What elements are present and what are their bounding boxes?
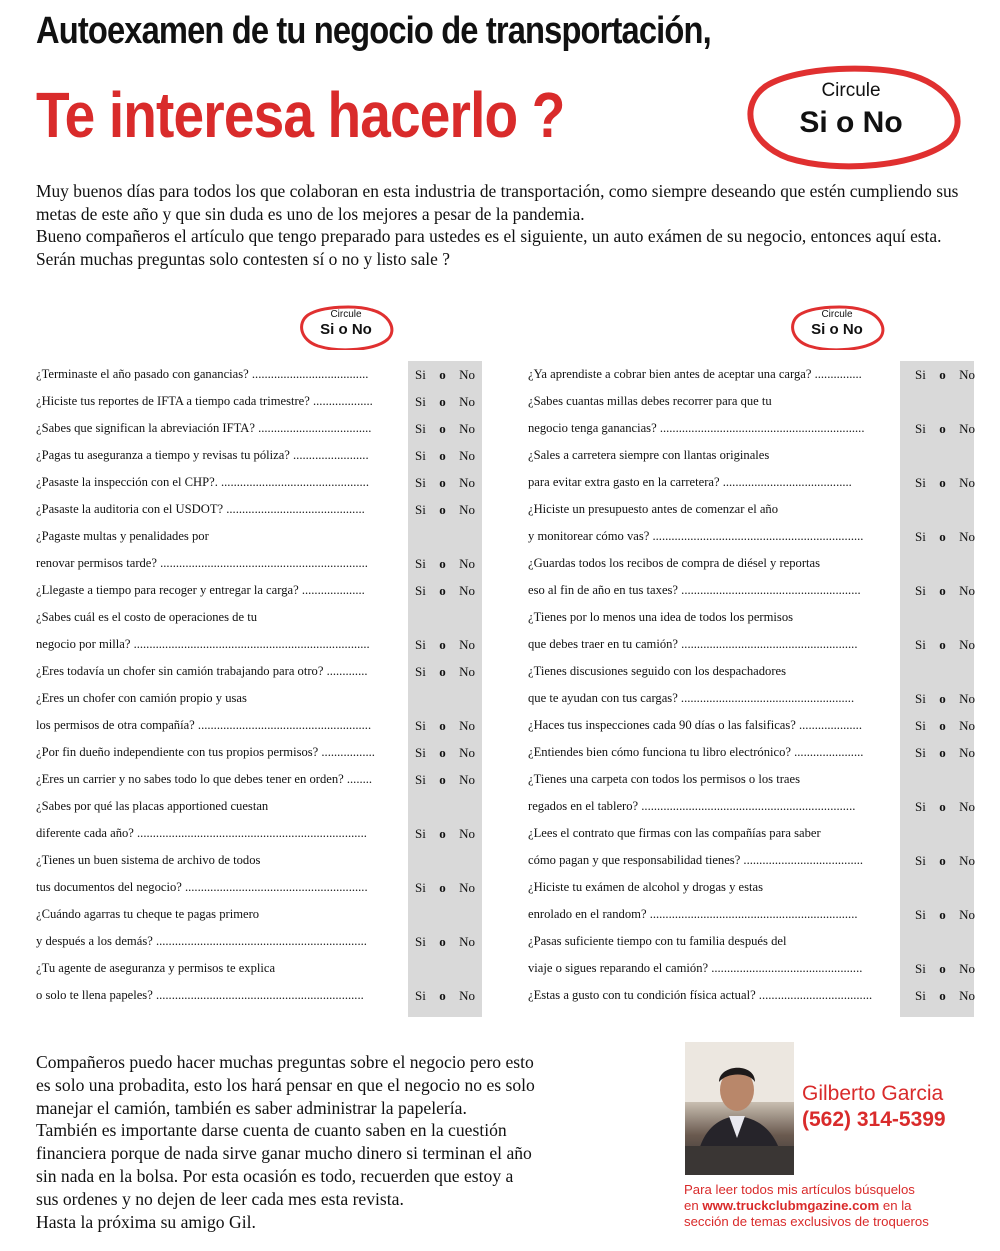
question-row: [36, 415, 482, 442]
answer-si[interactable]: Si: [415, 394, 426, 409]
closing-line: Hasta la próxima su amigo Gil.: [36, 1211, 256, 1232]
answer-o: o: [939, 853, 946, 868]
question-text: viaje o sigues reparando el camión? ................................................: [528, 961, 863, 975]
answer-no[interactable]: No: [959, 988, 975, 1003]
answer-o: o: [439, 502, 446, 517]
answer-no[interactable]: No: [959, 367, 975, 382]
answer-no[interactable]: No: [959, 961, 975, 976]
answer-o: o: [939, 718, 946, 733]
answer-no[interactable]: No: [459, 934, 475, 949]
question-row: [36, 658, 482, 685]
question-row: [528, 658, 974, 685]
question-row: [528, 361, 974, 388]
question-row: [528, 388, 974, 415]
question-row: [528, 847, 974, 874]
question-row: [36, 631, 482, 658]
footnote: [684, 1182, 984, 1230]
answer-si[interactable]: Si: [415, 475, 426, 490]
answer-si[interactable]: Si: [415, 502, 426, 517]
question-row: [36, 442, 482, 469]
author-photo: [685, 1042, 794, 1175]
answer-options: [915, 718, 975, 734]
question-row: [36, 604, 482, 631]
question-text: ¿Hiciste tu exámen de alcohol y drogas y estas: [528, 880, 764, 894]
answer-options: [915, 799, 975, 815]
question-row: [528, 739, 974, 766]
answer-si[interactable]: Si: [415, 988, 426, 1003]
closing-line: sus ordenes y no dejen de leer cada mes esta revista.: [36, 1188, 404, 1209]
badge-title: Circule: [821, 80, 881, 101]
question-text: que te ayudan con tus cargas? .......................................................: [528, 691, 855, 705]
answer-options: [915, 988, 975, 1004]
answer-o: o: [439, 880, 446, 895]
question-text: negocio por milla? ...........................................................................: [36, 637, 370, 651]
question-text: enrolado en el random? ..................................................................: [528, 907, 858, 921]
answer-no[interactable]: No: [959, 799, 975, 814]
footnote-line: [684, 1198, 984, 1214]
answer-si[interactable]: Si: [915, 718, 926, 733]
question-row: [528, 955, 974, 982]
answer-si[interactable]: Si: [415, 583, 426, 598]
answer-options: [415, 772, 475, 788]
question-row: [528, 874, 974, 901]
question-row: [528, 604, 974, 631]
question-text: ¿Pagas tu aseguranza a tiempo y revisas tu póliza? ........................: [36, 448, 369, 462]
answer-si[interactable]: Si: [415, 367, 426, 382]
answer-no[interactable]: No: [459, 880, 475, 895]
question-row: [36, 550, 482, 577]
answer-si[interactable]: Si: [415, 448, 426, 463]
answer-options: [415, 664, 475, 680]
answer-si[interactable]: Si: [915, 853, 926, 868]
question-text: ¿Eres un carrier y no sabes todo lo que debes tener en orden? ........: [36, 772, 373, 786]
question-row: [528, 766, 974, 793]
question-row: [36, 685, 482, 712]
answer-no[interactable]: No: [459, 718, 475, 733]
answer-options: [415, 448, 475, 464]
answer-options: [415, 583, 475, 599]
answer-options: [915, 691, 975, 707]
intro-text: [36, 180, 971, 270]
answer-no[interactable]: No: [959, 475, 975, 490]
question-row: [528, 793, 974, 820]
answer-options: [915, 907, 975, 923]
circle-badge: [738, 62, 964, 170]
question-text: ¿Pagaste multas y penalidades por: [36, 529, 209, 543]
question-row: [36, 388, 482, 415]
question-row: [36, 955, 482, 982]
answer-options: [915, 637, 975, 653]
answer-options: [415, 988, 475, 1004]
answer-si[interactable]: Si: [415, 880, 426, 895]
question-text: ¿Pasas suficiente tiempo con tu familia después del: [528, 934, 787, 948]
question-text: negocio tenga ganancias? .................................................................: [528, 421, 865, 435]
question-text: ¿Sabes por qué las placas apportioned cuestan: [36, 799, 269, 813]
answer-si[interactable]: Si: [415, 421, 426, 436]
questions-left-column: [36, 361, 482, 1017]
question-text: para evitar extra gasto en la carretera? .........................................: [528, 475, 852, 489]
answer-si[interactable]: Si: [915, 475, 926, 490]
badge-options: Si o No: [811, 321, 863, 338]
question-row: [528, 550, 974, 577]
answer-o: o: [939, 421, 946, 436]
badge-options: Si o No: [320, 321, 372, 338]
answer-si[interactable]: Si: [915, 529, 926, 544]
closing-line: También es importante darse cuenta de cuanto saben en la cuestión: [36, 1120, 507, 1141]
answer-si[interactable]: Si: [915, 583, 926, 598]
question-row: [528, 982, 974, 1009]
answer-si[interactable]: Si: [915, 691, 926, 706]
question-text: tus documentos del negocio? ..........................................................: [36, 880, 368, 894]
author-name: Gilberto Garcia: [802, 1082, 944, 1105]
closing-line: es solo una probadita, esto los hará pensar en que el negocio no es solo: [36, 1074, 535, 1095]
closing-line: sin nada en la bolsa. Por esta ocasión es todo, recuerden que estoy a: [36, 1165, 514, 1186]
answer-options: [415, 880, 475, 896]
question-text: ¿Pasaste la inspección con el CHP?. ...............................................: [36, 475, 369, 489]
website-link[interactable]: www.truckclubmgazine.com: [702, 1198, 880, 1213]
answer-options: [915, 529, 975, 545]
answer-o: o: [939, 961, 946, 976]
closing-line: manejar el camión, también es saber administrar la papelería.: [36, 1097, 467, 1118]
answer-no[interactable]: No: [959, 421, 975, 436]
question-row: [36, 361, 482, 388]
headline-question: Te interesa hacerlo ?: [36, 79, 565, 151]
answer-options: [415, 745, 475, 761]
answer-si[interactable]: Si: [915, 961, 926, 976]
question-text: y después a los demás? ...................................................................: [36, 934, 367, 948]
answer-no[interactable]: No: [459, 745, 475, 760]
answer-options: [415, 826, 475, 842]
question-row: [528, 523, 974, 550]
answer-si[interactable]: Si: [415, 826, 426, 841]
answer-o: o: [439, 637, 446, 652]
answer-o: o: [439, 394, 446, 409]
answer-no[interactable]: No: [459, 475, 475, 490]
answer-si[interactable]: Si: [415, 556, 426, 571]
answer-o: o: [439, 826, 446, 841]
footnote-line: Para leer todos mis artículos búsquelos: [684, 1182, 915, 1197]
answer-si[interactable]: Si: [415, 718, 426, 733]
question-row: [528, 469, 974, 496]
question-text: ¿Entiendes bien cómo funciona tu libro electrónico? ......................: [528, 745, 864, 759]
answer-options: [915, 583, 975, 599]
answer-o: o: [439, 448, 446, 463]
question-row: [36, 496, 482, 523]
answer-no[interactable]: No: [959, 529, 975, 544]
question-text: ¿Cuándo agarras tu cheque te pagas primero: [36, 907, 260, 921]
badge-title: Circule: [330, 309, 362, 320]
question-text: regados en el tablero? ....................................................................: [528, 799, 856, 813]
answer-si[interactable]: Si: [915, 367, 926, 382]
answer-o: o: [939, 799, 946, 814]
answer-options: [415, 475, 475, 491]
answer-si[interactable]: Si: [915, 421, 926, 436]
answer-si[interactable]: Si: [415, 772, 426, 787]
answer-options: [415, 556, 475, 572]
answer-o: o: [439, 988, 446, 1003]
answer-o: o: [939, 529, 946, 544]
question-row: [36, 982, 482, 1009]
question-row: [36, 469, 482, 496]
answer-si[interactable]: Si: [915, 988, 926, 1003]
answer-options: [915, 853, 975, 869]
question-text: ¿Llegaste a tiempo para recoger y entregar la carga? ....................: [36, 583, 365, 597]
closing-line: financiera porque de nada sirve ganar mucho dinero si terminan el año: [36, 1143, 532, 1164]
question-row: [36, 577, 482, 604]
answer-o: o: [439, 421, 446, 436]
question-text: ¿Tienes por lo menos una idea de todos los permisos: [528, 610, 794, 624]
answer-no[interactable]: No: [459, 502, 475, 517]
answer-o: o: [439, 367, 446, 382]
answer-no[interactable]: No: [459, 772, 475, 787]
badge-options: Si o No: [799, 106, 903, 139]
question-row: [528, 901, 974, 928]
question-text: que debes traer en tu camión? ........................................................: [528, 637, 858, 651]
question-text: ¿Ya aprendiste a cobrar bien antes de aceptar una carga? ...............: [528, 367, 862, 381]
answer-o: o: [439, 772, 446, 787]
answer-no[interactable]: No: [459, 664, 475, 679]
badge-title: Circule: [821, 309, 853, 320]
question-row: [528, 712, 974, 739]
question-text: ¿Estas a gusto con tu condición física actual? ....................................: [528, 988, 873, 1002]
closing-line: Compañeros puedo hacer muchas preguntas sobre el negocio pero esto: [36, 1052, 534, 1072]
question-text: ¿Tienes discusiones seguido con los despachadores: [528, 664, 787, 678]
answer-si[interactable]: Si: [915, 907, 926, 922]
answer-options: [415, 718, 475, 734]
answer-options: [415, 367, 475, 383]
column-badge-right: [787, 304, 887, 350]
question-text: ¿Eres todavía un chofer sin camión trabajando para otro? .............: [36, 664, 368, 678]
question-text: ¿Lees el contrato que firmas con las compañías para saber: [528, 826, 821, 840]
question-text: ¿Eres un chofer con camión propio y usas: [36, 691, 247, 705]
question-text: ¿Sales a carretera siempre con llantas originales: [528, 448, 770, 462]
answer-o: o: [439, 583, 446, 598]
answer-no[interactable]: No: [459, 583, 475, 598]
question-text: ¿Sabes cuantas millas debes recorrer para que tu: [528, 394, 772, 408]
question-row: [528, 442, 974, 469]
answer-no[interactable]: No: [459, 826, 475, 841]
answer-o: o: [939, 367, 946, 382]
footnote-after-url: en la: [879, 1198, 912, 1213]
answer-no[interactable]: No: [459, 556, 475, 571]
footnote-line: sección de temas exclusivos de troqueros: [684, 1214, 929, 1229]
answer-no[interactable]: No: [959, 853, 975, 868]
answer-no[interactable]: No: [459, 988, 475, 1003]
answer-no[interactable]: No: [959, 637, 975, 652]
question-text: y monitorear cómo vas? ...................................................................: [528, 529, 864, 543]
question-text: ¿Tienes una carpeta con todos los permisos o los traes: [528, 772, 800, 786]
question-text: renovar permisos tarde? ..................................................................: [36, 556, 368, 570]
question-row: [528, 415, 974, 442]
question-text: ¿Haces tus inspecciones cada 90 días o las falsificas? ....................: [528, 718, 862, 732]
answer-o: o: [439, 664, 446, 679]
footnote-en: en: [684, 1198, 703, 1213]
answer-no[interactable]: No: [459, 367, 475, 382]
question-text: ¿Pasaste la auditoria con el USDOT? ............................................: [36, 502, 365, 516]
question-row: [528, 496, 974, 523]
question-row: [36, 847, 482, 874]
question-text: ¿Terminaste el año pasado con ganancias? .....................................: [36, 367, 369, 381]
answer-si[interactable]: Si: [415, 637, 426, 652]
question-text: ¿Hiciste tus reportes de IFTA a tiempo cada trimestre? ...................: [36, 394, 373, 408]
answer-no[interactable]: No: [459, 421, 475, 436]
answer-options: [415, 394, 475, 410]
answer-si[interactable]: Si: [415, 934, 426, 949]
question-text: ¿Hiciste un presupuesto antes de comenzar el año: [528, 502, 779, 516]
answer-o: o: [939, 907, 946, 922]
answer-si[interactable]: Si: [915, 745, 926, 760]
question-row: [36, 793, 482, 820]
answer-options: [915, 421, 975, 437]
answer-options: [415, 637, 475, 653]
question-row: [36, 766, 482, 793]
answer-no[interactable]: No: [459, 394, 475, 409]
questions-right-column: [528, 361, 974, 1017]
answer-no[interactable]: No: [459, 637, 475, 652]
question-row: [36, 523, 482, 550]
question-row: [36, 874, 482, 901]
answer-si[interactable]: Si: [415, 745, 426, 760]
answer-no[interactable]: No: [959, 583, 975, 598]
answer-o: o: [439, 556, 446, 571]
question-text: ¿Sabes cuál es el costo de operaciones de tu: [36, 610, 258, 624]
answer-o: o: [939, 475, 946, 490]
question-text: o solo te llena papeles? ..................................................................: [36, 988, 364, 1002]
answer-options: [915, 745, 975, 761]
intro-paragraph: Muy buenos días para todos los que colaboran en esta industria de transportación, como siempre deseando que estén cumpliendo sus metas de este año y que sin duda es uno de los mejores a pesar de la pandemia.: [36, 181, 959, 224]
answer-no[interactable]: No: [959, 718, 975, 733]
author-phone: (562) 314-5399: [802, 1108, 946, 1131]
answer-si[interactable]: Si: [415, 664, 426, 679]
question-text: diferente cada año? .........................................................................: [36, 826, 367, 840]
question-text: ¿Tu agente de aseguranza y permisos te explica: [36, 961, 276, 975]
answer-o: o: [439, 475, 446, 490]
answer-no[interactable]: No: [959, 691, 975, 706]
question-row: [528, 928, 974, 955]
answer-o: o: [939, 691, 946, 706]
question-text: eso al fin de año en tus taxes? .........................................................: [528, 583, 861, 597]
answer-o: o: [939, 583, 946, 598]
answer-o: o: [939, 637, 946, 652]
question-row: [36, 928, 482, 955]
answer-si[interactable]: Si: [915, 799, 926, 814]
intro-paragraph: Bueno compañeros el artículo que tengo preparado para ustedes es el siguiente, un auto exámen de su negocio, entonces aquí esta. Serán muchas preguntas solo contesten sí o no y listo sale ?: [36, 226, 942, 269]
question-row: [36, 739, 482, 766]
answer-options: [415, 934, 475, 950]
answer-o: o: [939, 988, 946, 1003]
question-text: cómo pagan y que responsabilidad tienes? ......................................: [528, 853, 864, 867]
question-text: ¿Por fin dueño independiente con tus propios permisos? .................: [36, 745, 375, 759]
answer-o: o: [939, 745, 946, 760]
question-text: ¿Sabes que significan la abreviación IFTA? ....................................: [36, 421, 372, 435]
answer-o: o: [439, 745, 446, 760]
answer-no[interactable]: No: [959, 745, 975, 760]
answer-options: [415, 421, 475, 437]
answer-o: o: [439, 718, 446, 733]
question-text: ¿Guardas todos los recibos de compra de diésel y reportas: [528, 556, 821, 570]
question-row: [528, 577, 974, 604]
question-row: [528, 631, 974, 658]
answer-si[interactable]: Si: [915, 637, 926, 652]
headline-title: Autoexamen de tu negocio de transportación,: [36, 10, 711, 52]
question-row: [36, 901, 482, 928]
answer-no[interactable]: No: [959, 907, 975, 922]
answer-options: [915, 961, 975, 977]
closing-text: [36, 1051, 656, 1233]
question-row: [528, 685, 974, 712]
answer-options: [915, 367, 975, 383]
question-text: ¿Tienes un buen sistema de archivo de todos: [36, 853, 261, 867]
question-row: [528, 820, 974, 847]
column-badge-left: [296, 304, 396, 350]
question-row: [36, 820, 482, 847]
question-row: [36, 712, 482, 739]
answer-o: o: [439, 934, 446, 949]
question-text: los permisos de otra compañía? .......................................................: [36, 718, 372, 732]
answer-no[interactable]: No: [459, 448, 475, 463]
answer-options: [415, 502, 475, 518]
answer-options: [915, 475, 975, 491]
